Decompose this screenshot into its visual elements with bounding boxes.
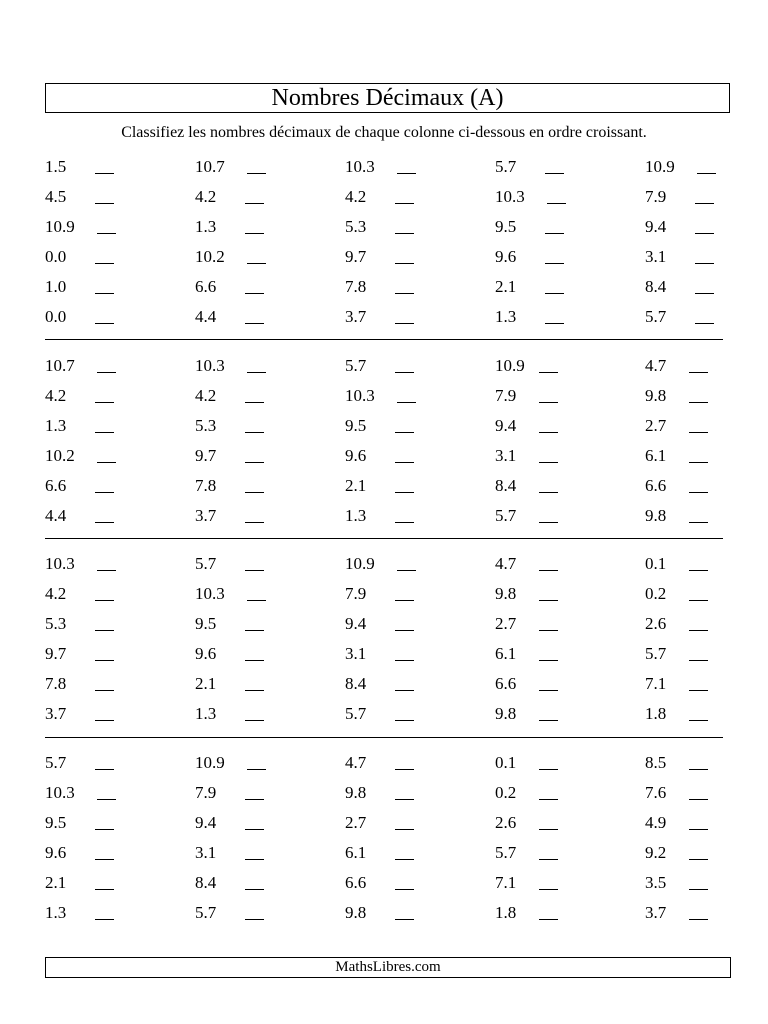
decimal-value: 5.7 [645, 307, 667, 326]
decimal-value: 2.7 [345, 813, 367, 832]
answer-blank[interactable] [95, 402, 114, 403]
answer-blank[interactable] [247, 173, 266, 174]
answer-blank[interactable] [539, 859, 558, 860]
answer-blank[interactable] [245, 799, 264, 800]
answer-blank[interactable] [395, 799, 414, 800]
instructions-text: Classifiez les nombres décimaux de chaque colonne ci-dessous en ordre croissant. [121, 124, 647, 141]
decimal-value: 1.8 [645, 704, 667, 723]
answer-blank[interactable] [539, 720, 558, 721]
answer-blank[interactable] [95, 432, 114, 433]
decimal-value: 9.4 [495, 416, 517, 435]
decimal-value: 10.2 [195, 247, 225, 266]
answer-blank[interactable] [397, 173, 416, 174]
answer-blank[interactable] [95, 600, 114, 601]
exercise-section [45, 357, 735, 537]
decimal-value: 3.7 [645, 903, 667, 922]
answer-blank[interactable] [539, 432, 558, 433]
decimal-value: 2.1 [495, 277, 517, 296]
decimal-value: 10.3 [195, 356, 225, 375]
decimal-value: 0.2 [645, 584, 667, 603]
decimal-value: 9.6 [495, 247, 517, 266]
decimal-value: 10.3 [45, 554, 75, 573]
decimal-value: 4.2 [45, 386, 67, 405]
answer-blank[interactable] [245, 829, 264, 830]
decimal-value: 9.6 [195, 644, 217, 663]
decimal-value: 9.5 [45, 813, 67, 832]
decimal-value: 9.7 [195, 446, 217, 465]
decimal-value: 9.8 [645, 386, 667, 405]
answer-blank[interactable] [95, 492, 114, 493]
answer-blank[interactable] [545, 263, 564, 264]
answer-blank[interactable] [695, 293, 714, 294]
answer-blank[interactable] [247, 769, 266, 770]
answer-blank[interactable] [247, 263, 266, 264]
answer-blank[interactable] [395, 522, 414, 523]
decimal-value: 4.2 [195, 187, 217, 206]
answer-blank[interactable] [395, 600, 414, 601]
decimal-value: 4.2 [45, 584, 67, 603]
decimal-value: 7.9 [645, 187, 667, 206]
answer-blank[interactable] [539, 660, 558, 661]
decimal-value: 3.7 [345, 307, 367, 326]
section-divider [45, 737, 723, 738]
decimal-value: 8.4 [645, 277, 667, 296]
decimal-value: 2.7 [645, 416, 667, 435]
answer-blank[interactable] [95, 203, 114, 204]
decimal-value: 5.7 [195, 903, 217, 922]
decimal-value: 9.6 [345, 446, 367, 465]
decimal-value: 10.9 [45, 217, 75, 236]
decimal-value: 8.4 [345, 674, 367, 693]
answer-blank[interactable] [245, 720, 264, 721]
answer-blank[interactable] [95, 263, 114, 264]
answer-blank[interactable] [245, 630, 264, 631]
decimal-value: 9.7 [45, 644, 67, 663]
decimal-value: 10.3 [45, 783, 75, 802]
decimal-value: 10.9 [645, 157, 675, 176]
decimal-value: 5.7 [345, 704, 367, 723]
decimal-value: 2.1 [195, 674, 217, 693]
answer-blank[interactable] [539, 570, 558, 571]
decimal-value: 3.7 [45, 704, 67, 723]
answer-blank[interactable] [689, 919, 708, 920]
decimal-value: 10.3 [345, 157, 375, 176]
answer-blank[interactable] [539, 600, 558, 601]
answer-blank[interactable] [539, 919, 558, 920]
answer-blank[interactable] [245, 203, 264, 204]
decimal-value: 4.9 [645, 813, 667, 832]
decimal-value: 5.7 [495, 157, 517, 176]
decimal-value: 5.3 [345, 217, 367, 236]
decimal-value: 6.1 [345, 843, 367, 862]
decimal-value: 8.4 [495, 476, 517, 495]
worksheet-title-box [45, 83, 730, 113]
answer-blank[interactable] [245, 889, 264, 890]
decimal-value: 9.8 [495, 704, 517, 723]
answer-blank[interactable] [539, 492, 558, 493]
decimal-value: 6.6 [495, 674, 517, 693]
answer-blank[interactable] [689, 660, 708, 661]
answer-blank[interactable] [539, 462, 558, 463]
decimal-value: 3.5 [645, 873, 667, 892]
answer-blank[interactable] [539, 690, 558, 691]
decimal-value: 10.9 [345, 554, 375, 573]
exercise-section [45, 754, 735, 934]
decimal-value: 2.6 [645, 614, 667, 633]
decimal-value: 7.8 [345, 277, 367, 296]
decimal-value: 2.7 [495, 614, 517, 633]
decimal-value: 7.9 [495, 386, 517, 405]
decimal-value: 4.7 [345, 753, 367, 772]
decimal-value: 6.6 [345, 873, 367, 892]
exercise-section [45, 555, 735, 735]
decimal-value: 4.7 [495, 554, 517, 573]
decimal-value: 10.9 [195, 753, 225, 772]
decimal-value: 9.4 [645, 217, 667, 236]
decimal-value: 3.1 [195, 843, 217, 862]
answer-blank[interactable] [695, 233, 714, 234]
answer-blank[interactable] [395, 660, 414, 661]
decimal-value: 0.1 [645, 554, 667, 573]
answer-blank[interactable] [689, 492, 708, 493]
decimal-value: 10.3 [345, 386, 375, 405]
answer-blank[interactable] [539, 372, 558, 373]
answer-blank[interactable] [245, 660, 264, 661]
answer-blank[interactable] [689, 372, 708, 373]
decimal-value: 4.5 [45, 187, 67, 206]
decimal-value: 1.3 [195, 704, 217, 723]
decimal-value: 3.1 [495, 446, 517, 465]
decimal-value: 7.9 [195, 783, 217, 802]
decimal-value: 5.3 [195, 416, 217, 435]
answer-blank[interactable] [697, 173, 716, 174]
decimal-value: 0.2 [495, 783, 517, 802]
answer-blank[interactable] [395, 462, 414, 463]
answer-blank[interactable] [539, 799, 558, 800]
answer-blank[interactable] [695, 323, 714, 324]
answer-blank[interactable] [689, 570, 708, 571]
answer-blank[interactable] [95, 660, 114, 661]
decimal-value: 9.4 [195, 813, 217, 832]
decimal-value: 1.3 [345, 506, 367, 525]
answer-blank[interactable] [395, 263, 414, 264]
worksheet-title: Nombres Décimaux (A) [271, 85, 504, 111]
answer-blank[interactable] [97, 570, 116, 571]
decimal-value: 2.1 [345, 476, 367, 495]
decimal-value: 3.7 [195, 506, 217, 525]
decimal-value: 1.0 [45, 277, 67, 296]
decimal-value: 5.7 [495, 506, 517, 525]
answer-blank[interactable] [95, 769, 114, 770]
decimal-value: 8.5 [645, 753, 667, 772]
decimal-value: 5.7 [645, 644, 667, 663]
answer-blank[interactable] [245, 690, 264, 691]
decimal-value: 5.3 [45, 614, 67, 633]
decimal-value: 0.0 [45, 307, 67, 326]
answer-blank[interactable] [539, 889, 558, 890]
answer-blank[interactable] [395, 203, 414, 204]
decimal-value: 7.1 [495, 873, 517, 892]
decimal-value: 9.8 [645, 506, 667, 525]
decimal-value: 9.6 [45, 843, 67, 862]
decimal-value: 6.1 [495, 644, 517, 663]
decimal-value: 1.3 [45, 416, 67, 435]
answer-blank[interactable] [545, 173, 564, 174]
decimal-value: 9.5 [195, 614, 217, 633]
decimal-value: 10.7 [45, 356, 75, 375]
decimal-value: 5.7 [45, 753, 67, 772]
answer-blank[interactable] [539, 829, 558, 830]
answer-blank[interactable] [245, 323, 264, 324]
answer-blank[interactable] [689, 799, 708, 800]
decimal-value: 4.2 [345, 187, 367, 206]
answer-blank[interactable] [95, 829, 114, 830]
decimal-value: 7.6 [645, 783, 667, 802]
answer-blank[interactable] [395, 720, 414, 721]
answer-blank[interactable] [95, 889, 114, 890]
answer-blank[interactable] [395, 492, 414, 493]
answer-blank[interactable] [245, 522, 264, 523]
answer-blank[interactable] [545, 233, 564, 234]
answer-blank[interactable] [95, 630, 114, 631]
answer-blank[interactable] [245, 402, 264, 403]
answer-blank[interactable] [397, 570, 416, 571]
answer-blank[interactable] [689, 432, 708, 433]
decimal-value: 5.7 [195, 554, 217, 573]
answer-blank[interactable] [97, 462, 116, 463]
decimal-value: 9.5 [495, 217, 517, 236]
decimal-value: 7.8 [195, 476, 217, 495]
answer-blank[interactable] [97, 372, 116, 373]
answer-blank[interactable] [245, 462, 264, 463]
decimal-value: 0.1 [495, 753, 517, 772]
decimal-value: 5.7 [345, 356, 367, 375]
answer-blank[interactable] [245, 919, 264, 920]
answer-blank[interactable] [395, 889, 414, 890]
answer-blank[interactable] [695, 203, 714, 204]
answer-blank[interactable] [545, 293, 564, 294]
answer-blank[interactable] [395, 769, 414, 770]
answer-blank[interactable] [395, 233, 414, 234]
answer-blank[interactable] [689, 889, 708, 890]
answer-blank[interactable] [95, 720, 114, 721]
answer-blank[interactable] [97, 233, 116, 234]
decimal-value: 1.3 [195, 217, 217, 236]
answer-blank[interactable] [545, 323, 564, 324]
answer-blank[interactable] [539, 769, 558, 770]
footer-box [45, 957, 731, 978]
decimal-value: 4.4 [195, 307, 217, 326]
answer-blank[interactable] [689, 630, 708, 631]
answer-blank[interactable] [245, 293, 264, 294]
decimal-value: 10.3 [195, 584, 225, 603]
decimal-value: 2.1 [45, 873, 67, 892]
decimal-value: 9.2 [645, 843, 667, 862]
decimal-value: 9.8 [345, 903, 367, 922]
answer-blank[interactable] [689, 522, 708, 523]
answer-blank[interactable] [95, 323, 114, 324]
answer-blank[interactable] [395, 829, 414, 830]
answer-blank[interactable] [245, 492, 264, 493]
answer-blank[interactable] [245, 432, 264, 433]
decimal-value: 9.7 [345, 247, 367, 266]
decimal-value: 7.9 [345, 584, 367, 603]
answer-blank[interactable] [539, 402, 558, 403]
exercise-section [45, 158, 735, 338]
decimal-value: 7.1 [645, 674, 667, 693]
answer-blank[interactable] [95, 859, 114, 860]
decimal-value: 9.5 [345, 416, 367, 435]
decimal-value: 6.6 [195, 277, 217, 296]
decimal-value: 10.9 [495, 356, 525, 375]
section-divider [45, 339, 723, 340]
decimal-value: 9.4 [345, 614, 367, 633]
answer-blank[interactable] [689, 690, 708, 691]
answer-blank[interactable] [689, 600, 708, 601]
decimal-value: 6.6 [45, 476, 67, 495]
answer-blank[interactable] [95, 173, 114, 174]
decimal-value: 9.8 [495, 584, 517, 603]
answer-blank[interactable] [689, 402, 708, 403]
answer-blank[interactable] [247, 600, 266, 601]
decimal-value: 1.5 [45, 157, 67, 176]
answer-blank[interactable] [395, 372, 414, 373]
answer-blank[interactable] [95, 522, 114, 523]
answer-blank[interactable] [245, 859, 264, 860]
decimal-value: 7.8 [45, 674, 67, 693]
answer-blank[interactable] [245, 233, 264, 234]
answer-blank[interactable] [395, 919, 414, 920]
answer-blank[interactable] [539, 630, 558, 631]
decimal-value: 6.1 [645, 446, 667, 465]
answer-blank[interactable] [547, 203, 566, 204]
answer-blank[interactable] [95, 919, 114, 920]
answer-blank[interactable] [395, 630, 414, 631]
answer-blank[interactable] [395, 323, 414, 324]
answer-blank[interactable] [95, 690, 114, 691]
decimal-value: 1.3 [495, 307, 517, 326]
decimal-value: 10.7 [195, 157, 225, 176]
answer-blank[interactable] [397, 402, 416, 403]
answer-blank[interactable] [247, 372, 266, 373]
decimal-value: 4.7 [645, 356, 667, 375]
decimal-value: 10.2 [45, 446, 75, 465]
decimal-value: 3.1 [345, 644, 367, 663]
answer-blank[interactable] [95, 293, 114, 294]
answer-blank[interactable] [395, 859, 414, 860]
decimal-value: 6.6 [645, 476, 667, 495]
answer-blank[interactable] [539, 522, 558, 523]
decimal-value: 1.3 [45, 903, 67, 922]
answer-blank[interactable] [695, 263, 714, 264]
decimal-value: 5.7 [495, 843, 517, 862]
decimal-value: 9.8 [345, 783, 367, 802]
answer-blank[interactable] [395, 432, 414, 433]
answer-blank[interactable] [689, 462, 708, 463]
decimal-value: 1.8 [495, 903, 517, 922]
section-divider [45, 538, 723, 539]
answer-blank[interactable] [245, 570, 264, 571]
decimal-value: 3.1 [645, 247, 667, 266]
decimal-value: 2.6 [495, 813, 517, 832]
decimal-value: 8.4 [195, 873, 217, 892]
decimal-value: 10.3 [495, 187, 525, 206]
answer-blank[interactable] [395, 293, 414, 294]
decimal-value: 4.4 [45, 506, 67, 525]
footer-site-name: MathsLibres.com [335, 959, 441, 975]
answer-blank[interactable] [689, 720, 708, 721]
answer-blank[interactable] [97, 799, 116, 800]
answer-blank[interactable] [689, 829, 708, 830]
decimal-value: 0.0 [45, 247, 67, 266]
answer-blank[interactable] [689, 769, 708, 770]
answer-blank[interactable] [689, 859, 708, 860]
answer-blank[interactable] [395, 690, 414, 691]
decimal-value: 4.2 [195, 386, 217, 405]
